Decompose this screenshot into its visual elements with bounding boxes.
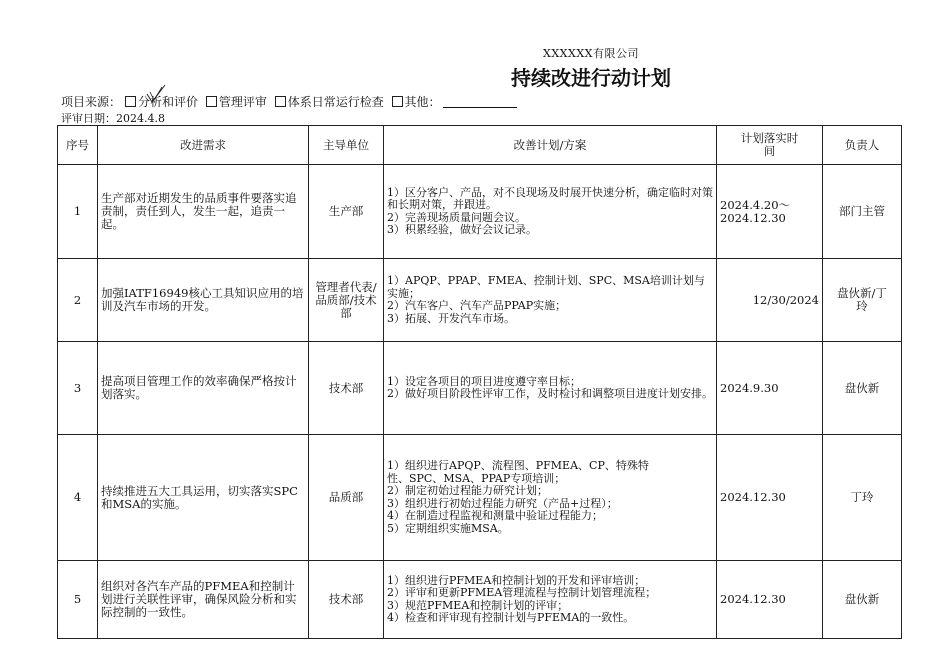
row-seq: 2: [58, 259, 98, 342]
row-plan: [384, 342, 717, 435]
table-row: [58, 259, 902, 342]
plan-item: 4）在制造过程监视和测量中验证过程能力；: [387, 509, 603, 522]
row-owner: 部门主管: [823, 165, 902, 259]
plan-item: 1）区分客户、产品，对不良现场及时展开快速分析，确定临时对策和长期对策，并跟进。: [387, 185, 713, 211]
row-unit: 技术部: [309, 342, 384, 435]
plan-item: 1）组织进行PFMEA和控制计划的开发和评审培训；: [387, 573, 646, 587]
row-plan: [384, 435, 717, 561]
checkbox-management-review[interactable]: [206, 96, 217, 107]
source-option-analysis: 分析和评价: [138, 95, 199, 109]
table-row: [58, 435, 902, 561]
row-seq: 4: [58, 435, 98, 561]
row-need: 持续推进五大工具运用，切实落实SPC和MSA的实施。: [98, 435, 309, 561]
row-time: 2024.4.20～2024.12.30: [717, 165, 823, 259]
row-need: 加强IATF16949核心工具知识应用的培训及汽车市场的开发。: [98, 259, 309, 342]
row-need: 生产部对近期发生的品质事件要落实追责制，责任到人，发生一起，追责一起。: [98, 165, 309, 259]
plan-item: 2）制定初始过程能力研究计划；: [387, 484, 548, 497]
page-title: 持续改进行动计划: [511, 66, 671, 90]
row-seq: 5: [58, 561, 98, 639]
row-need: 提高项目管理工作的效率确保严格按计划落实。: [98, 342, 309, 435]
table-row: [58, 342, 902, 435]
plan-item: 1）设定各项目的项目进度遵守率目标；: [387, 374, 581, 388]
row-unit: 品质部: [309, 435, 384, 561]
plan-item: 2）汽车客户、汽车产品PPAP实施；: [387, 299, 567, 312]
checkbox-other[interactable]: [392, 96, 403, 107]
source-option-daily-check: 体系日常运行检查: [287, 95, 384, 109]
row-owner: 丁玲: [823, 435, 902, 561]
header-time: 计划落实时间: [717, 126, 823, 165]
row-need: 组织对各汽车产品的PFMEA和控制计划进行关联性评审，确保风险分析和实际控制的一致性。: [98, 561, 309, 639]
plan-item: 3）组织进行初始过程能力研究（产品+过程）；: [387, 496, 618, 510]
row-owner: 盘伙新: [823, 561, 902, 639]
header-plan: 改善计划/方案: [384, 126, 717, 165]
checkbox-analysis[interactable]: [125, 96, 136, 107]
plan-item: 2）评审和更新PFMEA管理流程与控制计划管理流程；: [387, 586, 657, 599]
plan-item: 4）检查和评审现有控制计划与PFEMA的一致性。: [387, 611, 635, 624]
row-unit: 技术部: [309, 561, 384, 639]
header-need: 改进需求: [98, 126, 309, 165]
table-header-row: [58, 126, 902, 165]
other-blank-line[interactable]: [443, 95, 517, 108]
row-plan: [384, 165, 717, 259]
row-time: 2024.12.30: [717, 435, 823, 561]
row-owner: 盘伙新: [823, 342, 902, 435]
row-time: 12/30/2024: [717, 259, 823, 342]
plan-item: 3）规范PFMEA和控制计划的评审；: [387, 598, 569, 612]
plan-item: 1）组织进行APQP、流程图、PFMEA、CP、特殊特性、SPC、MSA、PPAP专项培训；: [387, 459, 649, 485]
source-option-other: 其他：: [404, 95, 441, 109]
checkbox-daily-check[interactable]: [275, 96, 286, 107]
row-time: 2024.12.30: [717, 561, 823, 639]
plan-item: 2）完善现场质量问题会议。: [387, 210, 526, 224]
plan-item: 1）APQP、PPAP、FMEA、控制计划、SPC、MSA培训计划与实施；: [387, 274, 705, 300]
header-seq: 序号: [58, 126, 98, 165]
table-row: [58, 561, 902, 639]
action-plan-table: [57, 125, 902, 639]
plan-item: 3）积累经验，做好会议记录。: [387, 223, 537, 236]
header-unit: 主导单位: [309, 126, 384, 165]
row-seq: 3: [58, 342, 98, 435]
row-owner: 盘伙新/丁玲: [823, 259, 902, 342]
row-unit: 生产部: [309, 165, 384, 259]
row-plan: [384, 259, 717, 342]
project-source-line: [61, 93, 519, 110]
row-time: 2024.9.30: [717, 342, 823, 435]
row-unit: 管理者代表/品质部/技术部: [309, 259, 384, 342]
source-label: 项目来源：: [61, 95, 122, 109]
check-mark-icon: [145, 83, 167, 105]
review-date: 评审日期：2024.4.8: [61, 112, 165, 125]
plan-item: 5）定期组织实施MSA。: [387, 521, 509, 535]
header-owner: 负责人: [823, 126, 902, 165]
row-plan: [384, 561, 717, 639]
company-name: XXXXXX有限公司: [543, 47, 639, 60]
source-option-management-review: 管理评审: [218, 95, 267, 109]
plan-item: 2）做好项目阶段性评审工作，及时检讨和调整项目进度计划安排。: [387, 387, 713, 400]
plan-item: 3）拓展、开发汽车市场。: [387, 311, 515, 325]
table-row: [58, 165, 902, 259]
row-seq: 1: [58, 165, 98, 259]
